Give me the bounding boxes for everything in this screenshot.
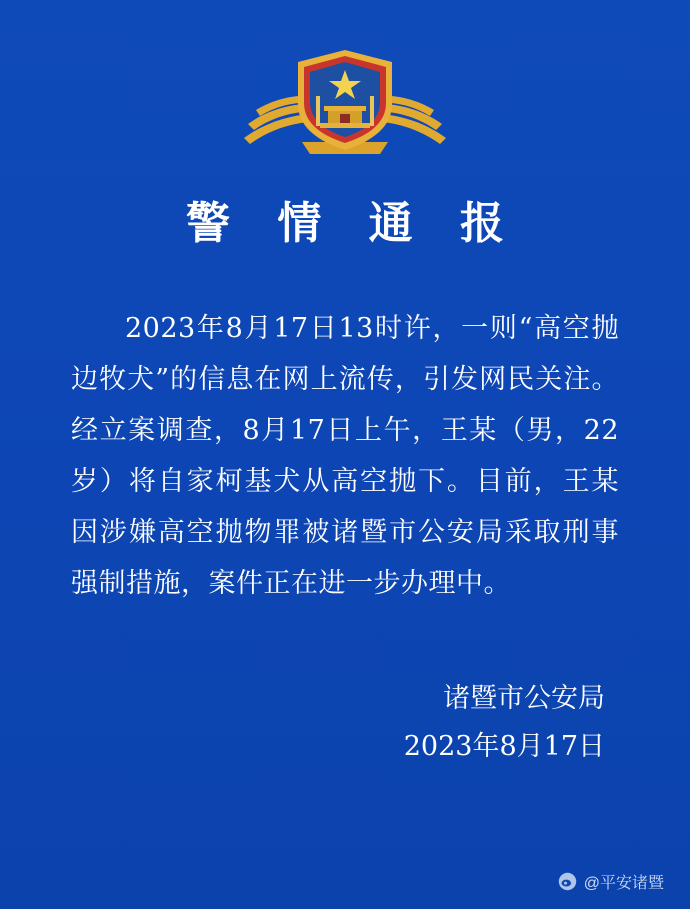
signature-date: 2023年8月17日	[403, 730, 605, 762]
weibo-icon	[558, 872, 577, 891]
signature-block	[71, 675, 619, 771]
footer-account: @平安诸暨	[583, 875, 664, 892]
footer-watermark	[558, 870, 664, 893]
notice-body: 2023年8月17日13时许，一则“高空抛边牧犬”的信息在网上流传，引发网民关注。经立案调查，8月17日上午，王某（男，22岁）将自家柯基犬从高空抛下。目前，王某因涉嫌高空抛物罪被诸暨市公安局采取刑事强制措施，案件正在进一步办理中。	[71, 312, 619, 599]
page-title: 警 情 通 报	[186, 198, 520, 249]
signature-organization: 诸暨市公安局	[443, 682, 605, 714]
police-badge-emblem	[240, 46, 450, 164]
